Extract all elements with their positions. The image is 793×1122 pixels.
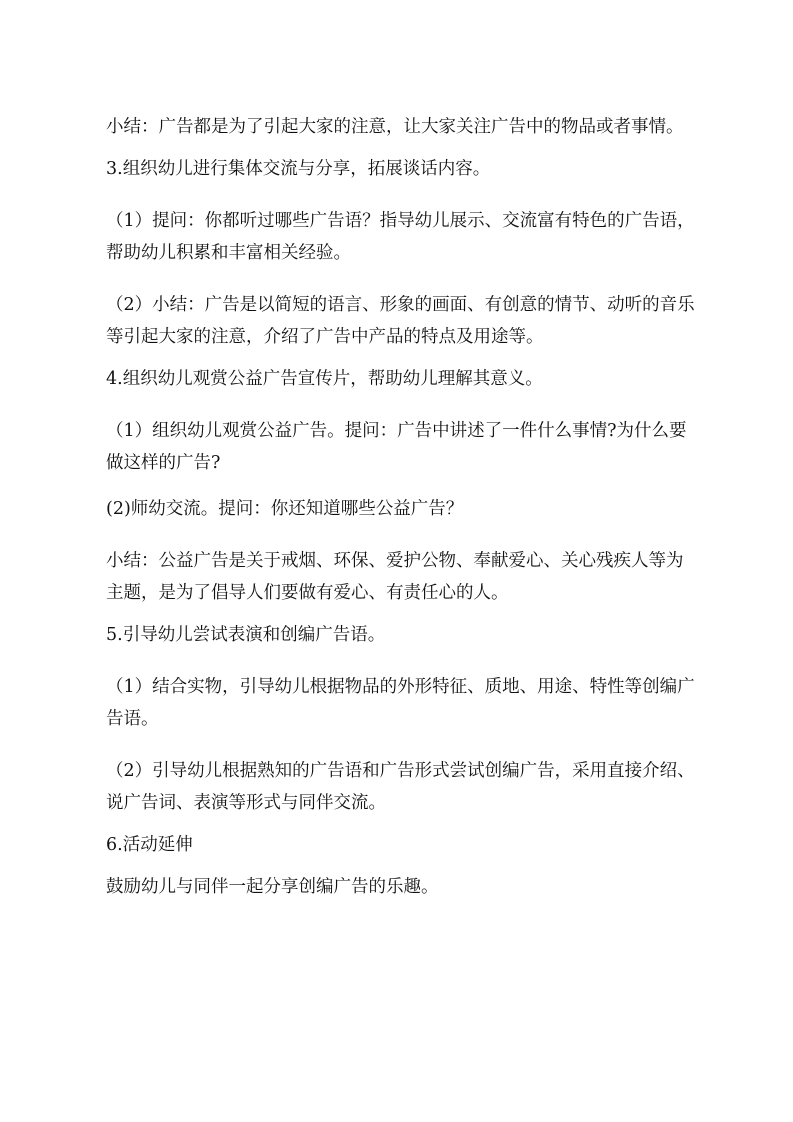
document-body <box>106 111 696 903</box>
paragraph-summary-ads-attention: 小结：广告都是为了引起大家的注意，让大家关注广告中的物品或者事情。 <box>106 117 684 137</box>
paragraph-step-3-item-1: （1）提问：你都听过哪些广告语？指导幼儿展示、交流富有特色的广告语，帮助幼儿积累和丰富相关经验。 <box>106 211 695 263</box>
paragraph-step-3-heading: 3.组织幼儿进行集体交流与分享，拓展谈话内容。 <box>106 159 491 179</box>
paragraph-step-5-item-1: （1）结合实物，引导幼儿根据物品的外形特征、质地、用途、特性等创编广告语。 <box>106 677 695 729</box>
paragraph-step-6-body: 鼓励幼儿与同伴一起分享创编广告的乐趣。 <box>106 877 439 897</box>
paragraph-summary-public-ads: 小结：公益广告是关于戒烟、环保、爱护公物、奉献爱心、关心残疾人等为主题，是为了倡导人们要做有爱心、有责任心的人。 <box>106 551 684 603</box>
paragraph-step-6-heading: 6.活动延伸 <box>106 835 193 855</box>
paragraph-step-4-item-1: （1）组织幼儿观赏公益广告。提问：广告中讲述了一件什么事情?为什么要做这样的广告? <box>106 421 687 473</box>
paragraph-step-5-heading: 5.引导幼儿尝试表演和创编广告语。 <box>106 625 386 645</box>
paragraph-step-4-item-2: (2)师幼交流。提问：你还知道哪些公益广告？ <box>106 499 464 519</box>
paragraph-step-3-item-2: （2）小结：广告是以简短的语言、形象的画面、有创意的情节、动听的音乐等引起大家的注意，介绍了广告中产品的特点及用途等。 <box>106 295 695 347</box>
paragraph-step-5-item-2: （2）引导幼儿根据熟知的广告语和广告形式尝试创编广告，采用直接介绍、说广告词、表演等形式与同伴交流。 <box>106 761 695 813</box>
paragraph-step-4-heading: 4.组织幼儿观赏公益广告宣传片，帮助幼儿理解其意义。 <box>106 369 543 389</box>
